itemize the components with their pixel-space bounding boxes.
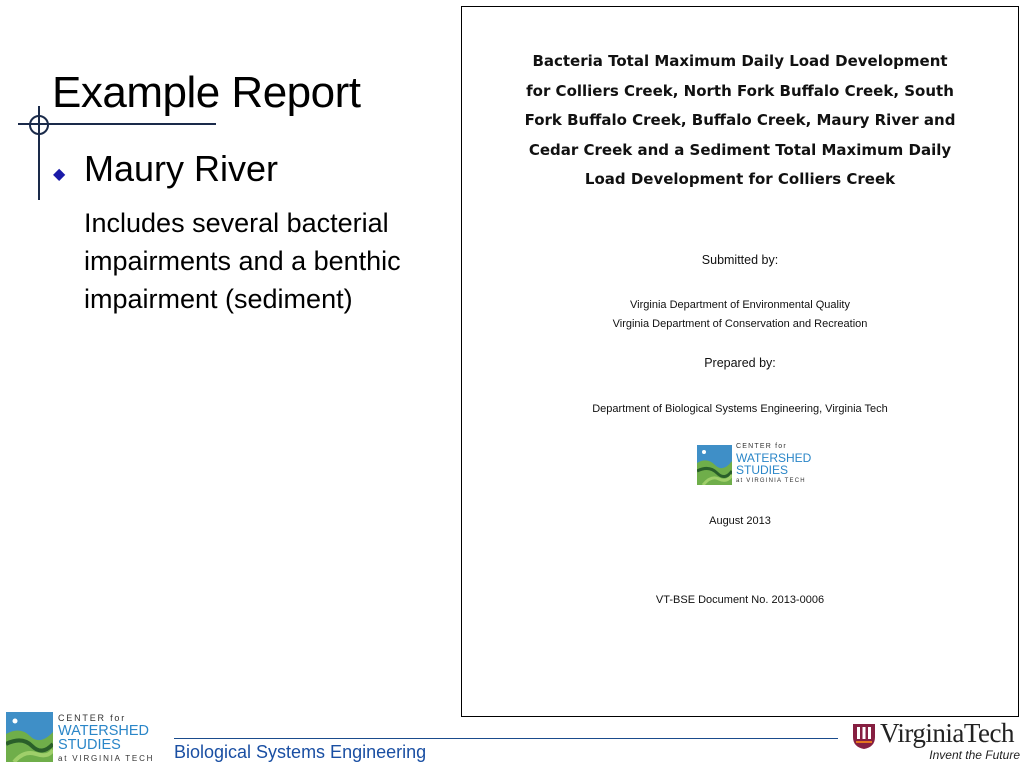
diamond-bullet-icon: ◆ <box>53 166 66 183</box>
submitted-by-label: Submitted by: <box>701 253 779 267</box>
logo-line: WATERSHED <box>58 723 150 739</box>
watershed-map-icon <box>6 712 53 762</box>
title-circle-ornament <box>29 115 49 135</box>
logo-line: CENTER for <box>58 713 127 723</box>
report-title <box>462 47 1018 195</box>
sub-bullet-text: Includes several bacterial impairments and a benthic impairment (sediment) <box>84 208 401 314</box>
submitter: Virginia Department of Conservation and Recreation <box>612 318 868 330</box>
report-title-line: for Colliers Creek, North Fork Buffalo Creek, South <box>526 81 954 100</box>
virginia-tech-logo <box>852 718 1022 767</box>
watershed-logo <box>697 441 822 489</box>
vt-tagline: Invent the Future <box>929 748 1020 762</box>
logo-line: STUDIES <box>58 737 121 753</box>
vt-wordmark: VirginiaTech <box>880 718 1014 748</box>
logo-line: at VIRGINIA TECH <box>58 754 155 763</box>
watershed-map-icon <box>697 445 732 485</box>
report-title-line: Fork Buffalo Creek, Buffalo Creek, Maury River and <box>524 111 956 129</box>
submitters <box>462 296 1018 334</box>
report-date: August 2013 <box>709 515 771 527</box>
preparer: Department of Biological Systems Engineering, Virginia Tech <box>592 403 888 415</box>
footer-department: Biological Systems Engineering <box>174 742 427 762</box>
report-title-line: Load Development for Colliers Creek <box>584 170 896 188</box>
submitter: Virginia Department of Environmental Quality <box>630 299 850 311</box>
document-number: VT-BSE Document No. 2013-0006 <box>655 594 825 606</box>
report-title-line: Bacteria Total Maximum Daily Load Development <box>532 52 948 70</box>
report-cover-image <box>461 6 1019 717</box>
vt-shield-icon <box>852 723 876 750</box>
footer-watershed-logo <box>6 712 166 764</box>
logo-line: CENTER for <box>736 443 787 450</box>
logo-line: at VIRGINIA TECH <box>736 478 806 484</box>
bullet-text: Maury River <box>84 148 279 189</box>
prepared-by-label: Prepared by: <box>704 356 776 370</box>
report-title-line: Cedar Creek and a Sediment Total Maximum Daily <box>528 140 952 159</box>
footer-divider <box>174 738 838 739</box>
logo-line: STUDIES <box>736 463 789 477</box>
slide-title: Example Report <box>52 68 361 117</box>
logo-line: WATERSHED <box>736 451 812 465</box>
